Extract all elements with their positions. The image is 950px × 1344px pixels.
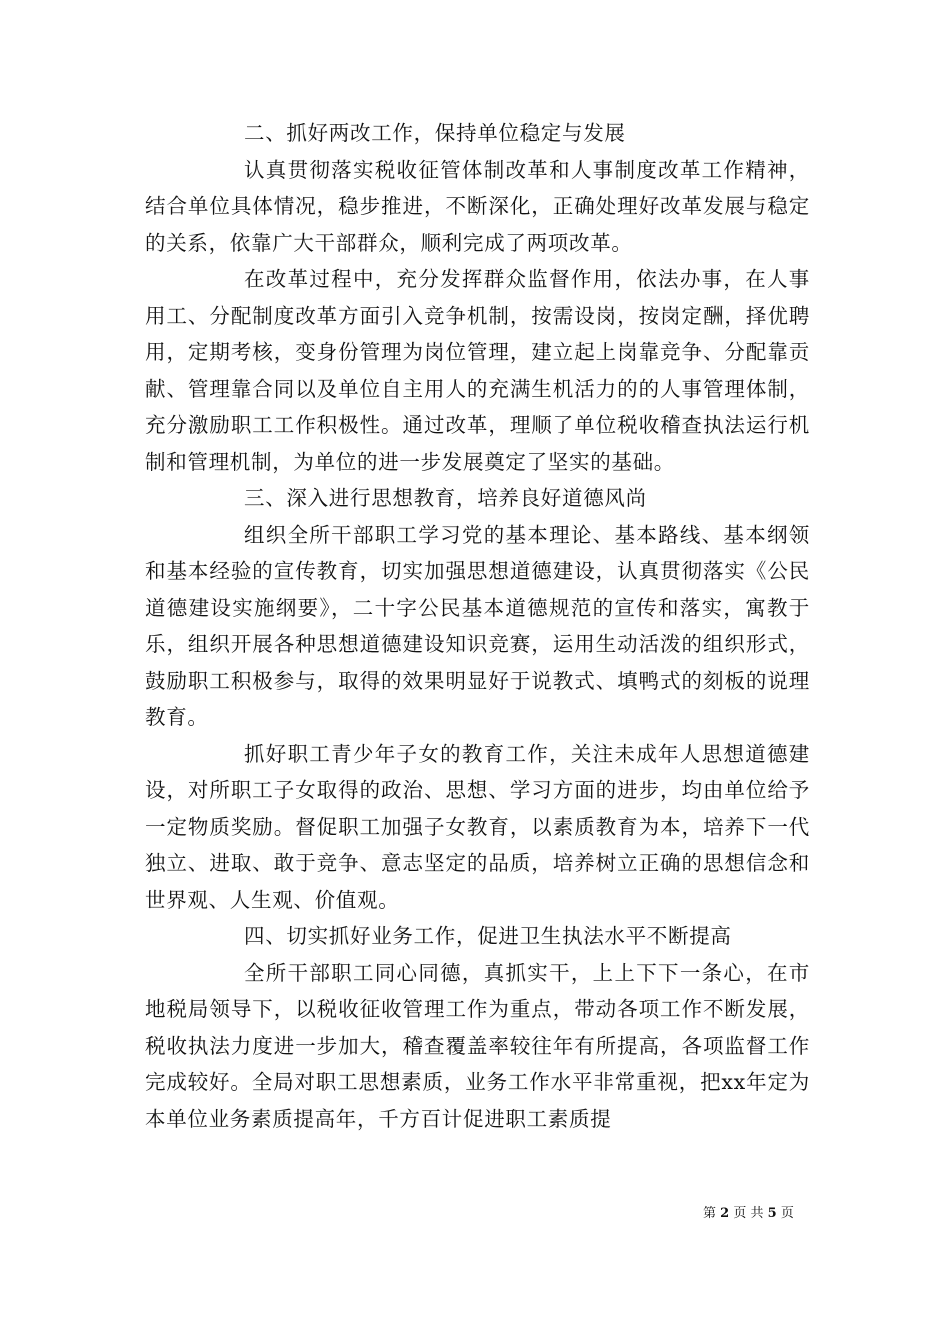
document-body [145, 115, 810, 1137]
section-heading-2: 二、抓好两改工作，保持单位稳定与发展 [244, 121, 626, 145]
footer-suffix: 页 [780, 1206, 794, 1221]
paragraph: 全所干部职工同心同德，真抓实干，上上下下一条心，在市地税局领导下，以税收征收管理工作为重点，带动各项工作不断发展，税收执法力度进一步加大，稽查覆盖率较往年有所提高，各项监督工作完成较好。全局对职工思想素质，业务工作水平非常重视，把xx年定为本单位业务素质提高年，千方百计促进职工素质提 [145, 960, 810, 1131]
current-page-number: 2 [720, 1206, 730, 1221]
paragraph: 认真贯彻落实税收征管体制改革和人事制度改革工作精神，结合单位具体情况，稳步推进，不断深化，正确处理好改革发展与稳定的关系，依靠广大干部群众，顺利完成了两项改革。 [145, 157, 810, 255]
footer-prefix: 第 [703, 1206, 717, 1221]
paragraph: 在改革过程中，充分发挥群众监督作用，依法办事，在人事用工、分配制度改革方面引入竞争机制，按需设岗，按岗定酬，择优聘用，定期考核，变身份管理为岗位管理，建立起上岗靠竞争、分配靠贡献、管理靠合同以及单位自主用人的充满生机活力的的人事管理体制，充分激励职工工作积极性。通过改革，理顺了单位税收稽查执法运行机制和管理机制，为单位的进一步发展奠定了坚实的基础。 [145, 267, 810, 474]
section-heading-4: 四、切实抓好业务工作，促进卫生执法水平不断提高 [244, 924, 732, 948]
page-footer [703, 1206, 794, 1222]
paragraph: 抓好职工青少年子女的教育工作，关注未成年人思想道德建设，对所职工子女取得的政治、思想、学习方面的进步，均由单位给予一定物质奖励。督促职工加强子女教育，以素质教育为本，培养下一代独立、进取、敢于竞争、意志坚定的品质，培养树立正确的思想信念和世界观、人生观、价值观。 [145, 741, 810, 912]
section-heading-3: 三、深入进行思想教育，培养良好道德风尚 [244, 486, 647, 510]
total-page-count: 5 [767, 1206, 777, 1221]
footer-middle: 页 共 [733, 1206, 764, 1221]
paragraph: 组织全所干部职工学习党的基本理论、基本路线、基本纲领和基本经验的宣传教育，切实加强思想道德建设，认真贯彻落实《公民道德建设实施纲要》，二十字公民基本道德规范的宣传和落实，寓教于乐，组织开展各种思想道德建设知识竞赛，运用生动活泼的组织形式，鼓励职工积极参与，取得的效果明显好于说教式、填鸭式的刻板的说理教育。 [145, 522, 810, 729]
